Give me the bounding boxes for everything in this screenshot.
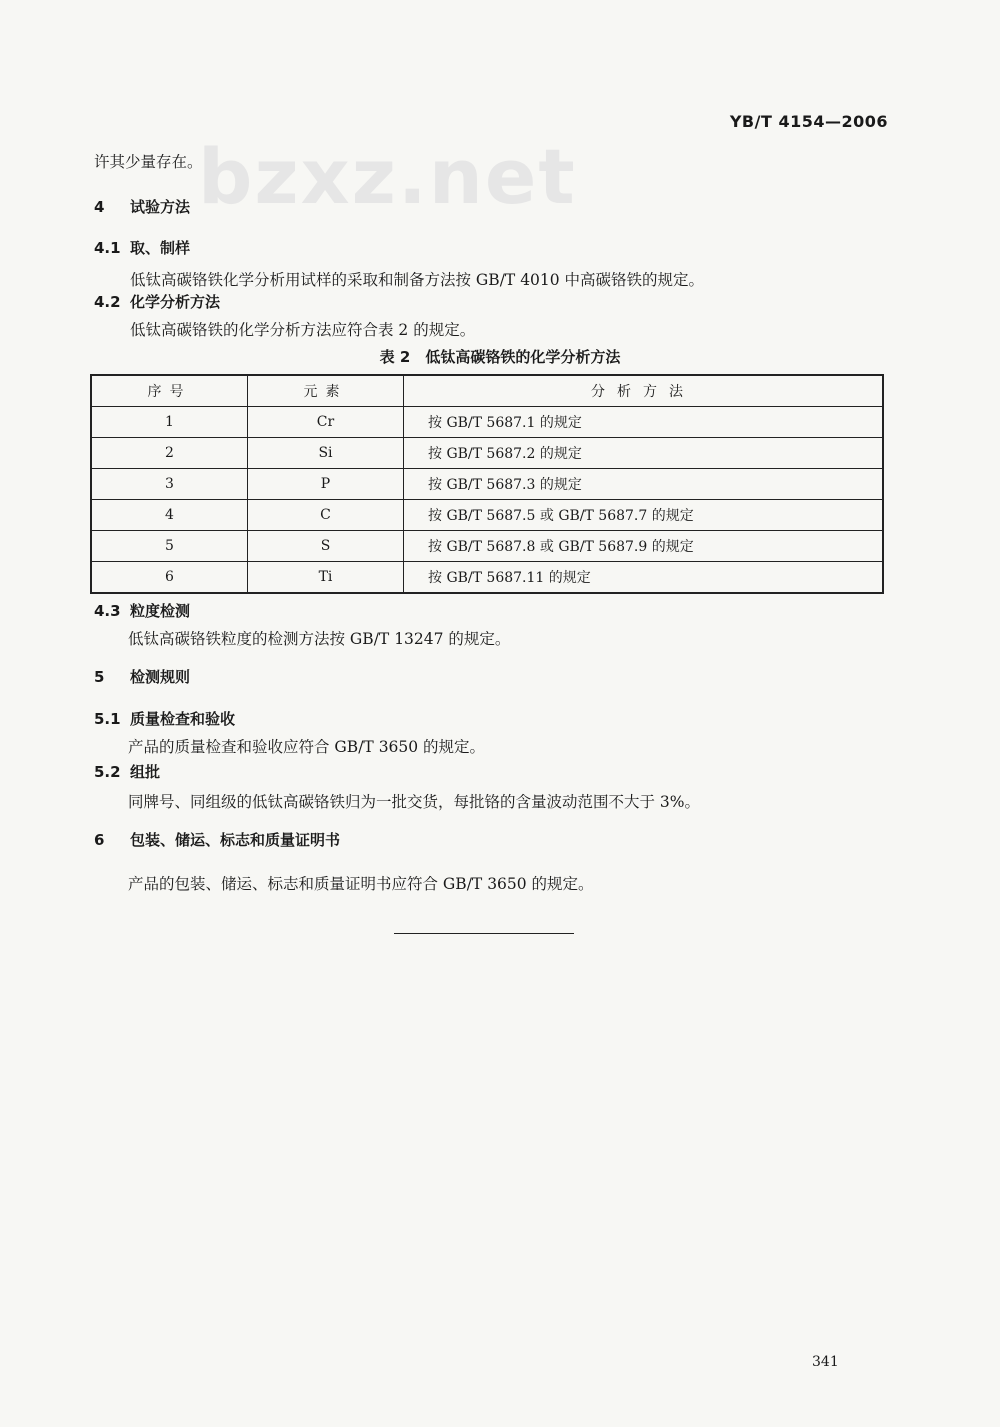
cell-method: 按 GB/T 5687.1 的规定 [404,407,884,438]
section-4-heading [94,196,190,217]
column-header: 序号 [91,375,248,407]
section-4-3-text: 低钛高碳铬铁粒度的检测方法按 GB/T 13247 的规定。 [128,630,511,648]
section-5-1-text: 产品的质量检查和验收应符合 GB/T 3650 的规定。 [128,738,486,756]
cell-index: 5 [91,531,248,562]
cell-method: 按 GB/T 5687.2 的规定 [404,438,884,469]
section-title: 粒度检测 [130,602,191,620]
cell-method: 按 GB/T 5687.5 或 GB/T 5687.7 的规定 [404,500,884,531]
table-row [91,562,883,594]
cell-element: C [248,500,404,531]
section-number: 4.2 [94,293,121,311]
continued-text: 许其少量存在。 [94,153,203,171]
cell-index: 2 [91,438,248,469]
section-6-text: 产品的包装、储运、标志和质量证明书应符合 GB/T 3650 的规定。 [128,875,594,893]
section-4-1-text: 低钛高碳铬铁化学分析用试样的采取和制备方法按 GB/T 4010 中高碳铬铁的规定。 [130,271,705,289]
cell-index: 3 [91,469,248,500]
table-row [91,407,883,438]
section-5-2-text: 同牌号、同组级的低钛高碳铬铁归为一批交货，每批铬的含量波动范围不大于 3%。 [128,793,701,811]
section-title: 组批 [130,763,161,781]
section-number: 5.1 [94,710,121,728]
section-4-1-heading [94,237,190,258]
cell-element: Ti [248,562,404,594]
section-title: 化学分析方法 [130,293,221,311]
table-caption: 表 2 低钛高碳铬铁的化学分析方法 [379,348,621,366]
page-number: 341 [812,1354,839,1370]
cell-index: 4 [91,500,248,531]
section-5-1-heading [94,708,235,729]
table-row [91,500,883,531]
section-number: 6 [94,831,105,849]
section-number: 5.2 [94,763,121,781]
cell-method: 按 GB/T 5687.11 的规定 [404,562,884,594]
column-header: 元素 [248,375,404,407]
cell-method: 按 GB/T 5687.8 或 GB/T 5687.9 的规定 [404,531,884,562]
section-number: 4.1 [94,239,121,257]
watermark: bzxz.net [198,132,577,221]
section-number: 5 [94,668,105,686]
table-row [91,469,883,500]
end-rule [394,933,574,934]
table-row [91,438,883,469]
cell-method: 按 GB/T 5687.3 的规定 [404,469,884,500]
section-title: 检测规则 [130,668,191,686]
section-title: 质量检查和验收 [130,710,236,728]
table-row [91,531,883,562]
section-title: 试验方法 [130,198,191,216]
column-header: 分析方法 [404,375,884,407]
section-title: 取、制样 [130,239,191,257]
section-4-2-heading [94,291,220,312]
section-4-3-heading [94,600,190,621]
section-6-heading [94,829,340,850]
section-number: 4.3 [94,602,121,620]
section-5-2-heading [94,761,160,782]
cell-index: 6 [91,562,248,594]
section-4-2-text: 低钛高碳铬铁的化学分析方法应符合表 2 的规定。 [130,321,476,339]
cell-index: 1 [91,407,248,438]
standard-code: YB/T 4154—2006 [729,112,888,131]
cell-element: S [248,531,404,562]
section-title: 包装、储运、标志和质量证明书 [130,831,341,849]
section-number: 4 [94,198,105,216]
chemical-analysis-table [90,374,884,594]
section-5-heading [94,666,190,687]
cell-element: Si [248,438,404,469]
cell-element: P [248,469,404,500]
table-header-row [91,375,883,407]
cell-element: Cr [248,407,404,438]
